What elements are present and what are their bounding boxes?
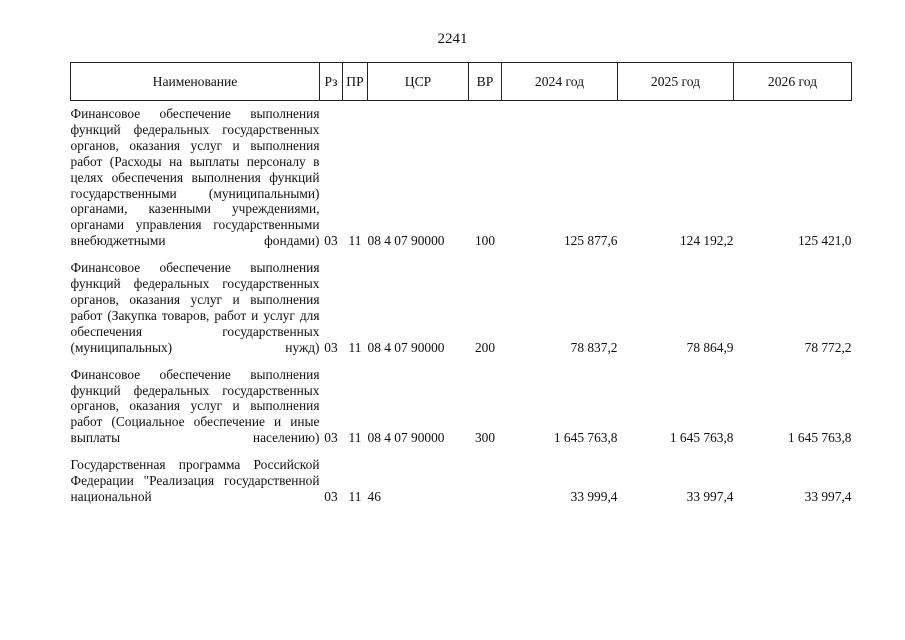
row-amount-2025: 78 864,9 bbox=[686, 339, 734, 355]
column-header-2025: 2025 год bbox=[618, 63, 734, 101]
row-vr bbox=[469, 452, 502, 511]
row-amount-2026: 1 645 763,8 bbox=[787, 430, 852, 446]
row-name: Финансовое обеспечение выполнения функций федеральных государственных органов, оказания услуг и выполнения работ (Расходы на выплаты персоналу в целях обеспечения выполнения функций государственными (муниципальными) органами, казенными учреждениями, органами управления государственными внебюджетными фондами) bbox=[70, 106, 320, 249]
row-name: Финансовое обеспечение выполнения функций федеральных государственных органов, оказания услуг и выполнения работ (Социальное обеспечение и иные выплаты населению) bbox=[70, 366, 320, 446]
column-header-vr: ВР bbox=[469, 63, 502, 101]
table-row bbox=[71, 452, 852, 511]
table-row bbox=[71, 362, 852, 453]
row-csr: 08 4 07 90000 bbox=[367, 430, 445, 446]
row-amount-2024: 125 877,6 bbox=[563, 233, 618, 249]
row-pr: 11 bbox=[348, 488, 362, 504]
column-header-rz: Рз bbox=[320, 63, 343, 101]
row-vr: 100 bbox=[474, 233, 496, 249]
row-rz: 03 bbox=[324, 233, 338, 249]
row-name: Финансовое обеспечение выполнения функций федеральных государственных органов, оказания услуг и выполнения работ (Закупка товаров, работ и услуг для обеспечения государственных (муниципальных) нужд) bbox=[70, 260, 320, 355]
row-rz: 03 bbox=[324, 430, 338, 446]
column-header-name: Наименование bbox=[71, 63, 320, 101]
row-csr: 46 bbox=[367, 488, 381, 504]
row-amount-2026: 125 421,0 bbox=[797, 233, 852, 249]
row-rz: 03 bbox=[324, 339, 338, 355]
row-vr: 200 bbox=[474, 339, 496, 355]
row-pr: 11 bbox=[348, 430, 362, 446]
row-pr: 11 bbox=[348, 233, 362, 249]
row-amount-2024: 1 645 763,8 bbox=[553, 430, 618, 446]
row-amount-2024: 33 999,4 bbox=[570, 488, 618, 504]
budget-table bbox=[70, 62, 852, 511]
row-amount-2025: 124 192,2 bbox=[679, 233, 734, 249]
row-name: Государственная программа Российской Федерации "Реализация государственной национальной bbox=[70, 457, 320, 504]
table-row bbox=[71, 101, 852, 256]
table-row bbox=[71, 255, 852, 361]
row-vr: 300 bbox=[474, 430, 496, 446]
column-header-pr: ПР bbox=[343, 63, 368, 101]
column-header-2024: 2024 год bbox=[502, 63, 618, 101]
column-header-2026: 2026 год bbox=[734, 63, 852, 101]
row-rz: 03 bbox=[324, 488, 338, 504]
row-csr: 08 4 07 90000 bbox=[367, 339, 445, 355]
table-header-row bbox=[71, 63, 852, 101]
row-amount-2026: 33 997,4 bbox=[804, 488, 852, 504]
row-csr: 08 4 07 90000 bbox=[367, 233, 445, 249]
row-amount-2026: 78 772,2 bbox=[804, 339, 852, 355]
row-amount-2025: 1 645 763,8 bbox=[669, 430, 734, 446]
column-header-csr: ЦСР bbox=[368, 63, 469, 101]
row-amount-2025: 33 997,4 bbox=[686, 488, 734, 504]
page-number: 2241 bbox=[437, 31, 468, 47]
row-pr: 11 bbox=[348, 339, 362, 355]
row-amount-2024: 78 837,2 bbox=[570, 339, 618, 355]
